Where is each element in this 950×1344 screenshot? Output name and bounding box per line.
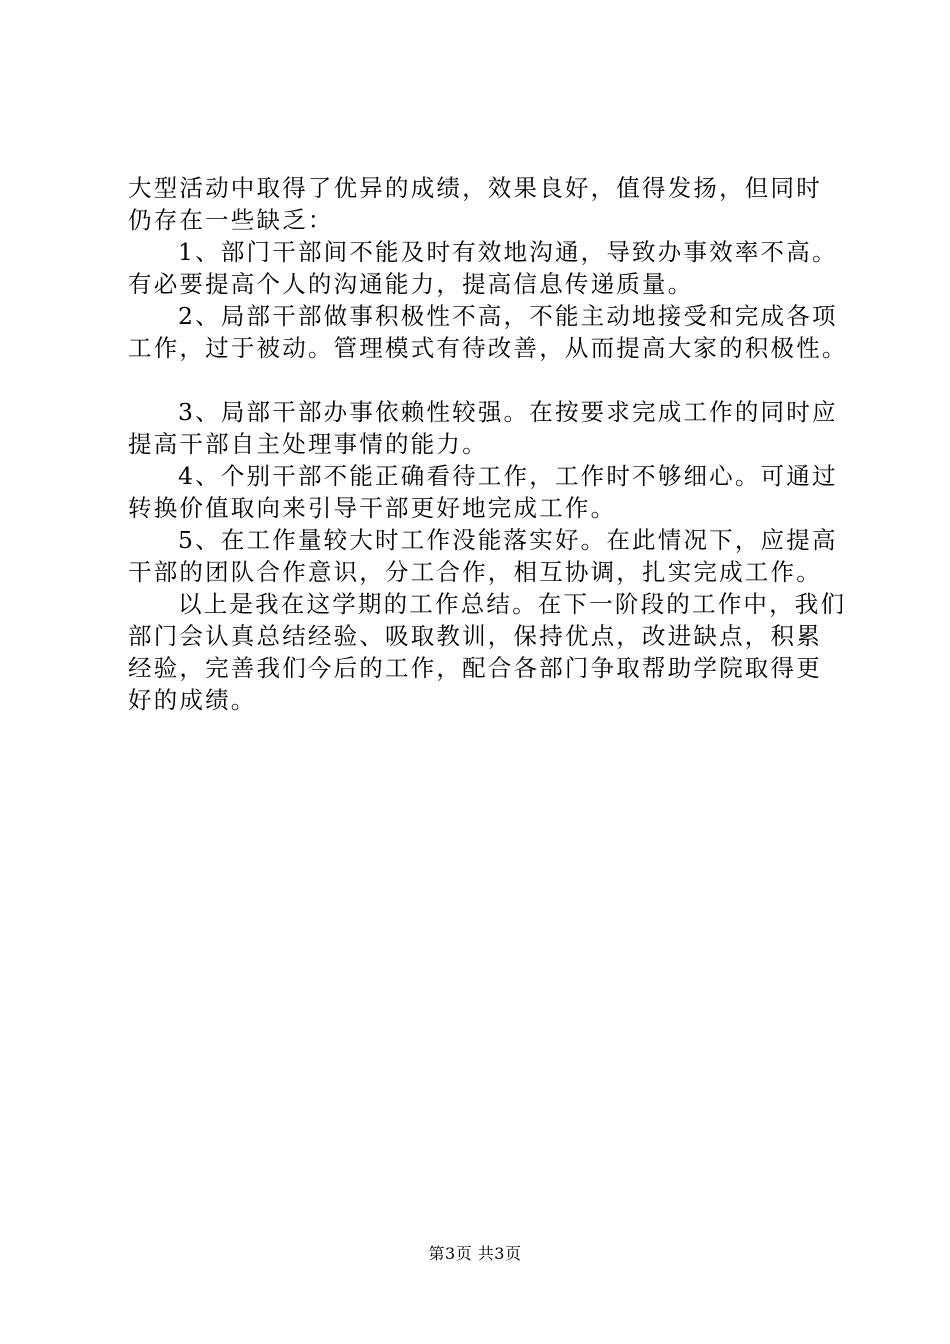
list-item-4-line: 4、个别干部不能正确看待工作，工作时不够细心。可通过 <box>178 462 838 490</box>
list-item-2-line: 工作，过于被动。管理模式有待改善，从而提高大家的积极性。 <box>128 334 848 362</box>
list-item-1-line: 有必要提高个人的沟通能力，提高信息传递质量。 <box>128 270 694 298</box>
text-line: 仍存在一些缺乏： <box>128 206 334 234</box>
list-item-1-line: 1、部门干部间不能及时有效地沟通，导致办事效率不高。 <box>178 238 838 266</box>
summary-paragraph-line: 部门会认真总结经验、吸取教训，保持优点，改进缺点，积累 <box>128 622 822 650</box>
text-line: 大型活动中取得了优异的成绩，效果良好，值得发扬，但同时 <box>128 174 822 202</box>
document-body <box>128 172 848 716</box>
summary-paragraph-line: 经验，完善我们今后的工作，配合各部门争取帮助学院取得更 <box>128 654 822 682</box>
blank-line <box>128 364 838 396</box>
summary-paragraph-line: 好的成绩。 <box>128 686 257 714</box>
list-item-3-line: 提高干部自主处理事情的能力。 <box>128 430 488 458</box>
list-item-5-line: 干部的团队合作意识，分工合作，相互协调，扎实完成工作。 <box>128 558 822 586</box>
list-item-5-line: 5、在工作量较大时工作没能落实好。在此情况下，应提高 <box>178 526 838 554</box>
page-footer: 第3页 共3页 <box>428 1244 522 1263</box>
list-item-4-line: 转换价值取向来引导干部更好地完成工作。 <box>128 494 617 522</box>
summary-paragraph-line: 以上是我在这学期的工作总结。在下一阶段的工作中，我们 <box>178 590 847 618</box>
list-item-3-line: 3、局部干部办事依赖性较强。在按要求完成工作的同时应 <box>178 398 838 426</box>
list-item-2-line: 2、局部干部做事积极性不高，不能主动地接受和完成各项 <box>178 302 838 330</box>
